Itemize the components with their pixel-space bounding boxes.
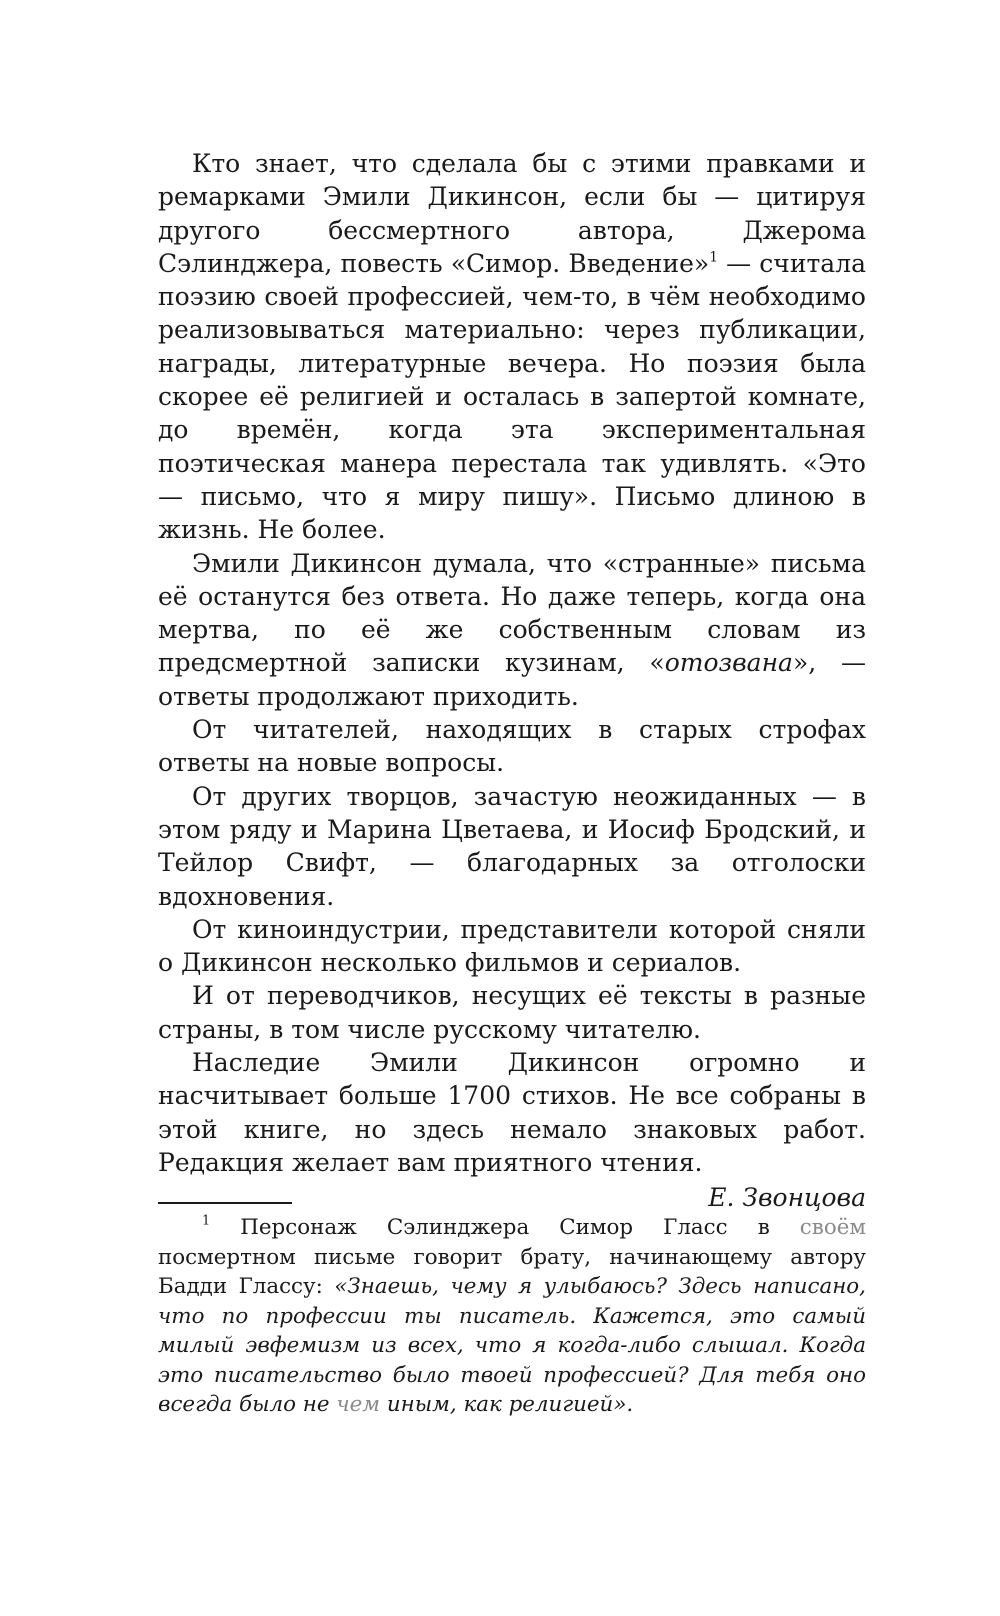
paragraph-1: Кто знает, что сделала бы с этими правками и ремарками Эмили Дикинсон, если бы — цитируя другого бессмертного автора, Джерома Сэлинджера, повесть «Симор. Введение»$^1$ — считала поэзию своей профессией, чем-то, в чём необходимо реализовываться материально: через публикации, награды, литературные вечера. Но поэзия была скорее её религией и осталась в запертой комнате, до времён, когда эта экспериментальная поэтическая манера перестала так удивлять. «Это — письмо, что я миру пишу». Письмо длиною в жизнь. Не более. <box>158 149 866 545</box>
footnote <box>158 1213 866 1420</box>
footnote-text: $^1$ Персонаж Сэлинджера Симор Гласс в своём посмертном письме говорит брату, начинающему автору Бадди Глассу: «Знаешь, чему я улыбаюсь? Здесь написано, что по профессии ты писатель. Кажется, это самый милый эвфемизм из всех, что я когда-либо слышал. Когда это писательство было твоей профессией? Для тебя оно всегда было не чем иным, как религией». <box>158 1213 866 1417</box>
quoted-word: отозвана <box>664 648 793 678</box>
paragraph-7: Наследие Эмили Дикинсон огромно и насчитывает больше 1700 стихов. Не все собраны в этой книге, но здесь немало знаковых работ. Редакция желает вам приятного чтения. <box>158 1048 866 1177</box>
paragraph-3: От читателей, находящих в старых строфах ответы на новые вопросы. <box>158 715 866 778</box>
signature: Е. Звонцова <box>708 1183 866 1213</box>
footnote-quote: «Знаешь, чему я улыбаюсь? Здесь написано, что по профессии ты писатель. Кажется, это самый милый эвфемизм из всех, что я когда-либо слышал. Когда это писательство было твоей профессией? Для тебя оно всегда было не чем иным, как религией». <box>158 1274 866 1417</box>
faded-word: своём <box>799 1215 866 1240</box>
main-text <box>158 147 866 1215</box>
faded-word: чем <box>336 1392 381 1417</box>
paragraph-5: От киноиндустрии, представители которой сняли о Дикинсон несколько фильмов и сериалов. <box>158 914 866 978</box>
footnote-ref[interactable]: 1 <box>709 249 718 266</box>
paragraph-2: Эмили Дикинсон думала, что «странные» письма её останутся без ответа. Но даже теперь, когда она мертва, по её же собственным словам из предсмертной записки кузинам, «отозвана», — ответы продолжают приходить. <box>158 548 866 711</box>
footnote-divider <box>158 1202 292 1204</box>
paragraph-6: И от переводчиков, несущих её тексты в разные страны, в том числе русскому читателю. <box>158 981 866 1044</box>
footnote-marker: 1 <box>202 1213 211 1229</box>
paragraph-4: От других творцов, зачастую неожиданных — в этом ряду и Марина Цветаева, и Иосиф Бродский, и Тейлор Свифт, — благодарных за отголоски вдохновения. <box>158 781 866 911</box>
